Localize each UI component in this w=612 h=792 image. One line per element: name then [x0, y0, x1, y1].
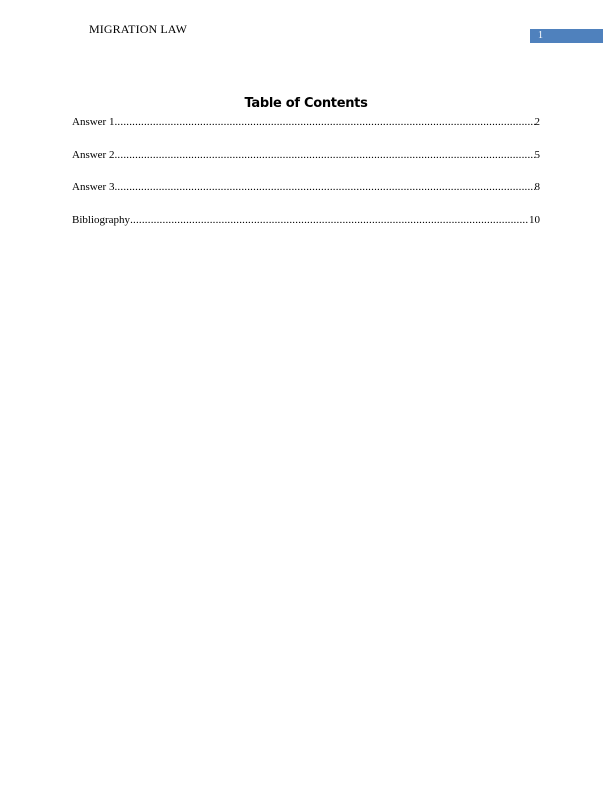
toc-dot-leader [114, 148, 534, 162]
toc-entry-label: Answer 2 [72, 148, 115, 161]
toc-entry-answer-3[interactable] [72, 180, 540, 194]
running-header-title: MIGRATION LAW [89, 22, 187, 36]
toc-entry-page: 5 [534, 148, 540, 161]
toc-entry-label: Bibliography [72, 213, 131, 226]
toc-entry-answer-2[interactable] [72, 148, 540, 162]
page-number-badge [530, 29, 603, 43]
toc-entry-page: 10 [529, 213, 540, 226]
toc-dot-leader [114, 180, 534, 194]
table-of-contents [72, 115, 540, 245]
toc-dot-leader [130, 213, 529, 227]
toc-dot-leader [114, 115, 534, 129]
toc-entry-label: Answer 3 [72, 181, 115, 193]
toc-entry-bibliography[interactable] [72, 213, 540, 227]
toc-entry-page: 8 [534, 181, 540, 193]
toc-heading: Table of Contents [244, 96, 368, 111]
page-number: 1 [538, 30, 543, 41]
toc-entry-answer-1[interactable] [72, 115, 540, 129]
toc-entry-page: 2 [534, 116, 540, 128]
toc-entry-label: Answer 1 [72, 116, 115, 128]
